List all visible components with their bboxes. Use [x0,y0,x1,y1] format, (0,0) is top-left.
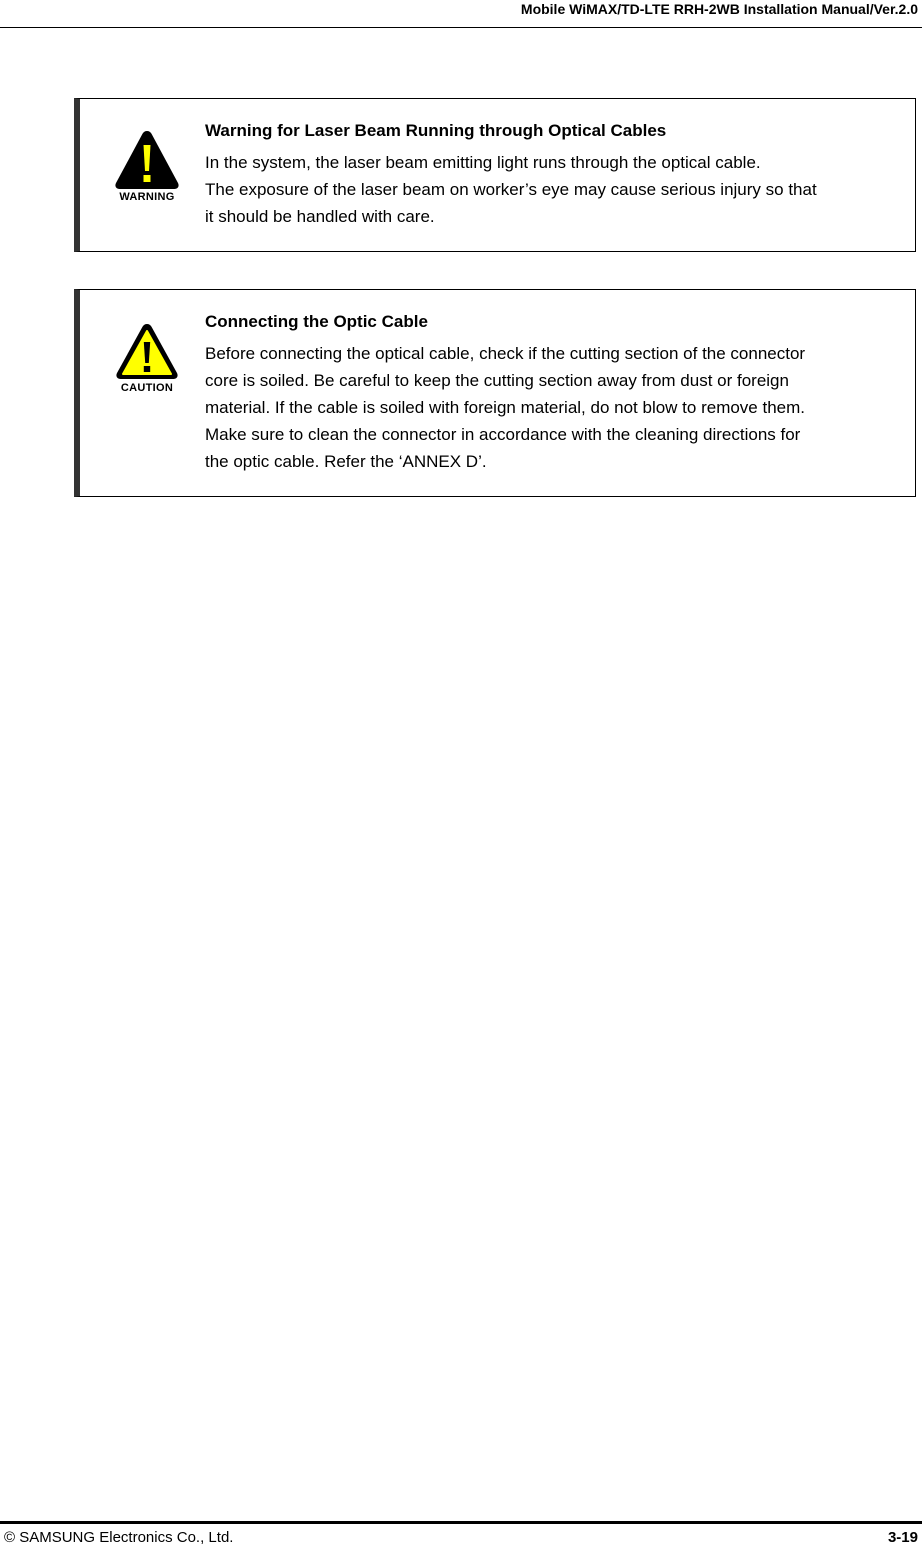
warning-icon-label: WARNING [119,191,175,203]
notice-line: Before connecting the optical cable, check if the cutting section of the connector [205,344,806,363]
warning-notice [74,98,916,252]
notice-line: material. If the cable is soiled with foreign material, do not blow to remove them. [205,398,806,417]
page-footer [0,1521,922,1551]
page-number: 3-19 [887,1529,918,1546]
warning-triangle-icon [112,127,182,207]
caution-triangle-icon [112,320,182,400]
warning-notice-title: Warning for Laser Beam Running through Optical Cables [205,121,667,140]
notice-line: The exposure of the laser beam on worker’s eye may cause serious injury so that [205,180,817,199]
caution-icon-label: CAUTION [120,382,174,394]
warning-notice-body [205,120,895,230]
page-header [0,0,922,28]
caution-notice-body [205,311,895,475]
copyright-text: © SAMSUNG Electronics Co., Ltd. [4,1529,234,1546]
notice-line: core is soiled. Be careful to keep the cutting section away from dust or foreign [205,371,789,390]
manual-title: Mobile WiMAX/TD-LTE RRH-2WB Installation Manual/Ver.2.0 [520,1,918,17]
notice-line: In the system, the laser beam emitting light runs through the optical cable. [205,153,761,172]
notice-line: the optic cable. Refer the ‘ANNEX D’. [205,452,487,471]
notice-line: it should be handled with care. [205,207,435,226]
notice-line: Make sure to clean the connector in accordance with the cleaning directions for [205,425,801,444]
caution-notice-title: Connecting the Optic Cable [205,312,428,331]
caution-notice [74,289,916,497]
